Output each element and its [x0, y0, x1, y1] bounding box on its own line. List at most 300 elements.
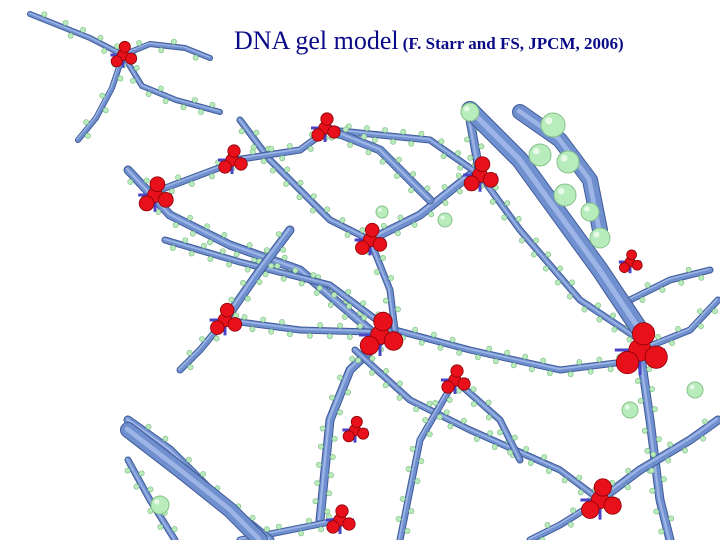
base-bead: [547, 371, 552, 376]
base-bead: [264, 248, 269, 253]
base-bead: [558, 266, 563, 271]
base-bead: [337, 410, 342, 415]
base-bead: [346, 289, 351, 294]
junction-sphere: [458, 378, 470, 390]
junction-sphere: [312, 129, 324, 141]
base-bead: [317, 285, 322, 290]
base-bead: [423, 417, 428, 422]
base-bead: [364, 126, 369, 131]
base-bead: [282, 255, 287, 260]
base-bead: [361, 301, 366, 306]
base-bead: [370, 356, 375, 361]
base-bead: [570, 280, 575, 285]
base-bead: [419, 458, 424, 463]
base-bead: [345, 232, 350, 237]
base-bead: [240, 280, 245, 285]
junction-sphere: [355, 241, 369, 255]
base-bead: [360, 227, 365, 232]
base-bead: [419, 340, 424, 345]
base-bead: [456, 150, 461, 155]
base-bead: [656, 437, 661, 442]
base-bead: [261, 159, 266, 164]
base-bead: [381, 255, 386, 260]
base-bead: [298, 531, 303, 536]
base-bead: [626, 468, 631, 473]
base-bead: [464, 137, 469, 142]
base-bead: [645, 282, 650, 287]
base-bead: [327, 491, 332, 496]
junction-sphere: [360, 336, 379, 355]
base-bead: [471, 387, 476, 392]
base-bead: [242, 314, 247, 319]
base-bead: [528, 460, 533, 465]
sticky-end-sphere: [151, 496, 169, 514]
base-bead: [570, 508, 575, 513]
base-bead: [654, 509, 659, 514]
base-bead: [669, 341, 674, 346]
base-bead: [567, 294, 572, 299]
sticky-end-sphere: [622, 402, 638, 418]
base-bead: [640, 297, 645, 302]
base-bead: [650, 488, 655, 493]
base-bead: [675, 326, 680, 331]
base-bead: [679, 280, 684, 285]
base-bead: [669, 516, 674, 521]
title-citation: (F. Starr and FS, JPCM, 2006): [402, 34, 624, 53]
base-bead: [442, 184, 447, 189]
base-bead: [543, 266, 548, 271]
base-bead: [516, 216, 521, 221]
junction-sphere: [210, 321, 224, 335]
base-bead: [311, 272, 316, 277]
base-bead: [158, 524, 163, 529]
junction-sphere: [139, 196, 154, 211]
base-bead: [332, 436, 337, 441]
base-bead: [340, 217, 345, 222]
base-bead: [226, 262, 231, 267]
base-bead: [183, 238, 188, 243]
base-bead: [189, 181, 194, 186]
base-bead: [457, 350, 462, 355]
base-bead: [534, 238, 539, 243]
base-bead: [347, 142, 352, 147]
base-bead: [201, 243, 206, 248]
base-bead: [429, 212, 434, 217]
base-bead: [199, 336, 204, 341]
junction-sphere: [328, 126, 340, 138]
base-bead: [487, 346, 492, 351]
base-bead: [170, 245, 175, 250]
base-bead: [397, 381, 402, 386]
base-bead: [645, 448, 650, 453]
base-bead: [412, 222, 417, 227]
base-bead: [276, 232, 281, 237]
base-bead: [531, 252, 536, 257]
base-bead: [269, 263, 274, 268]
base-bead: [568, 522, 573, 527]
base-bead: [562, 478, 567, 483]
base-bead: [655, 334, 660, 339]
base-bead: [588, 369, 593, 374]
base-bead: [475, 355, 480, 360]
junction-sphere: [228, 145, 240, 157]
base-bead: [395, 231, 400, 236]
base-bead: [666, 458, 671, 463]
base-bead: [311, 194, 316, 199]
base-bead: [306, 518, 311, 523]
base-bead: [697, 309, 702, 314]
base-bead: [384, 368, 389, 373]
base-bead: [486, 415, 491, 420]
base-bead: [701, 436, 706, 441]
base-bead: [523, 354, 528, 359]
junction-sphere: [373, 238, 387, 252]
base-bead: [350, 356, 355, 361]
base-bead: [347, 304, 352, 309]
base-bead: [134, 484, 139, 489]
base-bead: [471, 402, 476, 407]
base-bead: [545, 522, 550, 527]
base-bead: [541, 358, 546, 363]
junction-sphere: [645, 346, 667, 368]
base-bead: [468, 155, 473, 160]
base-bead: [682, 448, 687, 453]
base-bead: [257, 279, 262, 284]
junction-sphere: [442, 381, 454, 393]
base-bead: [437, 414, 442, 419]
junction-sphere: [374, 312, 393, 331]
junction-sphere: [604, 497, 621, 514]
base-bead: [542, 454, 547, 459]
base-bead: [401, 129, 406, 134]
base-bead: [325, 207, 330, 212]
base-bead: [577, 359, 582, 364]
base-bead: [229, 297, 234, 302]
base-bead: [374, 269, 379, 274]
base-bead: [250, 149, 255, 154]
base-bead: [318, 444, 323, 449]
base-bead: [380, 159, 385, 164]
base-bead: [328, 473, 333, 478]
base-bead: [362, 315, 367, 320]
base-bead: [492, 444, 497, 449]
base-bead: [338, 323, 343, 328]
base-bead: [280, 156, 285, 161]
base-bead: [635, 378, 640, 383]
base-bead: [595, 303, 600, 308]
base-bead: [345, 390, 350, 395]
base-bead: [439, 139, 444, 144]
base-bead: [270, 168, 275, 173]
base-bead: [275, 263, 280, 268]
base-bead: [281, 247, 286, 252]
base-bead: [356, 358, 361, 363]
base-bead: [239, 129, 244, 134]
base-bead: [190, 231, 195, 236]
junction-sphere: [327, 521, 339, 533]
base-bead: [381, 223, 386, 228]
base-bead: [457, 189, 462, 194]
base-bead: [207, 240, 212, 245]
base-bead: [358, 324, 363, 329]
base-bead: [320, 426, 325, 431]
base-bead: [220, 249, 225, 254]
base-bead: [400, 496, 405, 501]
junction-sphere: [594, 479, 611, 496]
junction-sphere: [220, 303, 234, 317]
base-bead: [659, 529, 664, 534]
junction-sphere: [619, 263, 629, 273]
base-bead: [479, 144, 484, 149]
base-bead: [383, 298, 388, 303]
base-bead: [686, 267, 691, 272]
base-bead: [612, 327, 617, 332]
base-bead: [298, 180, 303, 185]
junction-sphere: [616, 351, 638, 373]
base-bead: [254, 130, 259, 135]
junction-sphere: [228, 318, 242, 332]
base-bead: [209, 174, 214, 179]
junction-sphere: [582, 501, 599, 518]
base-bead: [474, 436, 479, 441]
base-bead: [327, 334, 332, 339]
base-bead: [307, 333, 312, 338]
base-bead: [712, 309, 717, 314]
title-main: DNA gel model: [234, 26, 399, 55]
base-bead: [169, 189, 174, 194]
sticky-end-sphere: [461, 103, 479, 121]
base-bead: [555, 280, 560, 285]
base-bead: [396, 157, 401, 162]
base-bead: [269, 329, 274, 334]
base-bead: [148, 487, 153, 492]
base-bead: [582, 307, 587, 312]
base-bead: [409, 188, 414, 193]
sticky-end-sphere: [438, 213, 452, 227]
base-bead: [390, 139, 395, 144]
base-bead: [456, 173, 461, 178]
junction-sphere: [351, 416, 362, 427]
junction-sphere: [158, 192, 173, 207]
junction-sphere: [475, 157, 490, 172]
base-bead: [315, 480, 320, 485]
base-bead: [264, 527, 269, 532]
base-bead: [651, 452, 656, 457]
junction-sphere: [451, 365, 463, 377]
base-bead: [610, 313, 615, 318]
base-bead: [486, 400, 491, 405]
base-bead: [269, 146, 274, 151]
base-bead: [431, 332, 436, 337]
base-bead: [205, 224, 210, 229]
base-bead: [597, 317, 602, 322]
base-bead: [415, 478, 420, 483]
base-bead: [250, 327, 255, 332]
base-bead: [438, 345, 443, 350]
base-bead: [187, 215, 192, 220]
junction-sphere: [384, 332, 403, 351]
base-bead: [488, 430, 493, 435]
junction-sphere: [358, 428, 369, 439]
base-bead: [507, 450, 512, 455]
slide-title: [234, 28, 714, 54]
base-bead: [410, 446, 415, 451]
base-bead: [413, 327, 418, 332]
base-bead: [139, 471, 144, 476]
base-bead: [699, 275, 704, 280]
base-bead: [511, 363, 516, 368]
base-bead: [361, 134, 366, 139]
base-bead: [330, 454, 335, 459]
base-bead: [497, 430, 502, 435]
base-bead: [505, 350, 510, 355]
sticky-end-sphere: [529, 144, 551, 166]
base-bead: [419, 131, 424, 136]
base-bead: [383, 383, 388, 388]
base-bead: [287, 143, 292, 148]
base-bead: [578, 490, 583, 495]
base-bead: [276, 524, 281, 529]
junction-sphere: [632, 323, 654, 345]
base-bead: [314, 290, 319, 295]
base-bead: [546, 468, 551, 473]
base-bead: [406, 466, 411, 471]
base-bead: [247, 243, 252, 248]
base-bead: [649, 468, 654, 473]
base-bead: [325, 509, 330, 514]
base-bead: [493, 359, 498, 364]
base-bead: [568, 372, 573, 377]
base-bead: [245, 296, 250, 301]
base-bead: [281, 276, 286, 281]
base-bead: [318, 527, 323, 532]
sticky-end-sphere: [581, 203, 599, 221]
base-bead: [186, 457, 191, 462]
base-bead: [702, 419, 707, 424]
base-bead: [529, 367, 534, 372]
junction-sphere: [483, 172, 498, 187]
sticky-end-sphere: [687, 382, 703, 398]
base-bead: [326, 514, 331, 519]
base-bead: [505, 201, 510, 206]
junction-sphere: [235, 158, 247, 170]
junction-sphere: [365, 223, 379, 237]
base-bead: [409, 508, 414, 513]
base-bead: [698, 324, 703, 329]
sticky-end-sphere: [590, 228, 610, 248]
base-bead: [427, 401, 432, 406]
base-bead: [597, 357, 602, 362]
base-bead: [394, 173, 399, 178]
base-bead: [310, 208, 315, 213]
base-bead: [234, 252, 239, 257]
base-bead: [447, 397, 452, 402]
base-bead: [661, 477, 666, 482]
base-bead: [425, 186, 430, 191]
base-bead: [125, 468, 130, 473]
base-bead: [627, 337, 632, 342]
base-bead: [382, 127, 387, 132]
base-bead: [441, 154, 446, 159]
junction-sphere: [219, 161, 231, 173]
junction-sphere: [321, 113, 333, 125]
base-bead: [299, 281, 304, 286]
base-bead: [490, 199, 495, 204]
base-bead: [279, 319, 284, 324]
base-bead: [342, 314, 347, 319]
base-bead: [284, 181, 289, 186]
base-bead: [667, 442, 672, 447]
base-bead: [347, 334, 352, 339]
base-bead: [313, 499, 318, 504]
base-bead: [172, 526, 177, 531]
base-bead: [546, 252, 551, 257]
junction-sphere: [464, 176, 479, 191]
base-bead: [411, 171, 416, 176]
base-bead: [650, 386, 655, 391]
junction-sphere: [150, 177, 165, 192]
base-bead: [285, 167, 290, 172]
base-bead: [329, 395, 334, 400]
base-bead: [625, 485, 630, 490]
base-bead: [372, 137, 377, 142]
base-bead: [652, 406, 657, 411]
base-bead: [214, 336, 219, 341]
junction-sphere: [336, 505, 348, 517]
base-bead: [188, 365, 193, 370]
base-bead: [427, 432, 432, 437]
base-bead: [187, 350, 192, 355]
base-bead: [519, 238, 524, 243]
base-bead: [395, 307, 400, 312]
base-bead: [638, 398, 643, 403]
base-bead: [398, 215, 403, 220]
sticky-end-sphere: [554, 184, 576, 206]
base-bead: [642, 428, 647, 433]
base-bead: [261, 317, 266, 322]
base-bead: [222, 232, 227, 237]
sticky-end-sphere: [376, 206, 388, 218]
base-bead: [189, 251, 194, 256]
base-bead: [660, 287, 665, 292]
base-bead: [146, 424, 151, 429]
base-bead: [443, 200, 448, 205]
base-bead: [128, 179, 133, 184]
base-bead: [405, 528, 410, 533]
junction-sphere: [627, 250, 637, 260]
base-bead: [396, 516, 401, 521]
base-bead: [173, 222, 178, 227]
base-bead: [448, 424, 453, 429]
base-bead: [316, 462, 321, 467]
base-bead: [297, 195, 302, 200]
sticky-end-sphere: [557, 151, 579, 173]
base-bead: [337, 375, 342, 380]
base-bead: [461, 418, 466, 423]
base-bead: [433, 400, 438, 405]
sticky-end-sphere: [541, 113, 565, 137]
base-bead: [201, 471, 206, 476]
base-bead: [369, 370, 374, 375]
base-bead: [308, 146, 313, 151]
base-bead: [444, 410, 449, 415]
base-bead: [450, 337, 455, 342]
base-bead: [287, 332, 292, 337]
junction-sphere: [343, 518, 355, 530]
base-bead: [343, 127, 348, 132]
base-bead: [366, 150, 371, 155]
base-bead: [458, 165, 463, 170]
